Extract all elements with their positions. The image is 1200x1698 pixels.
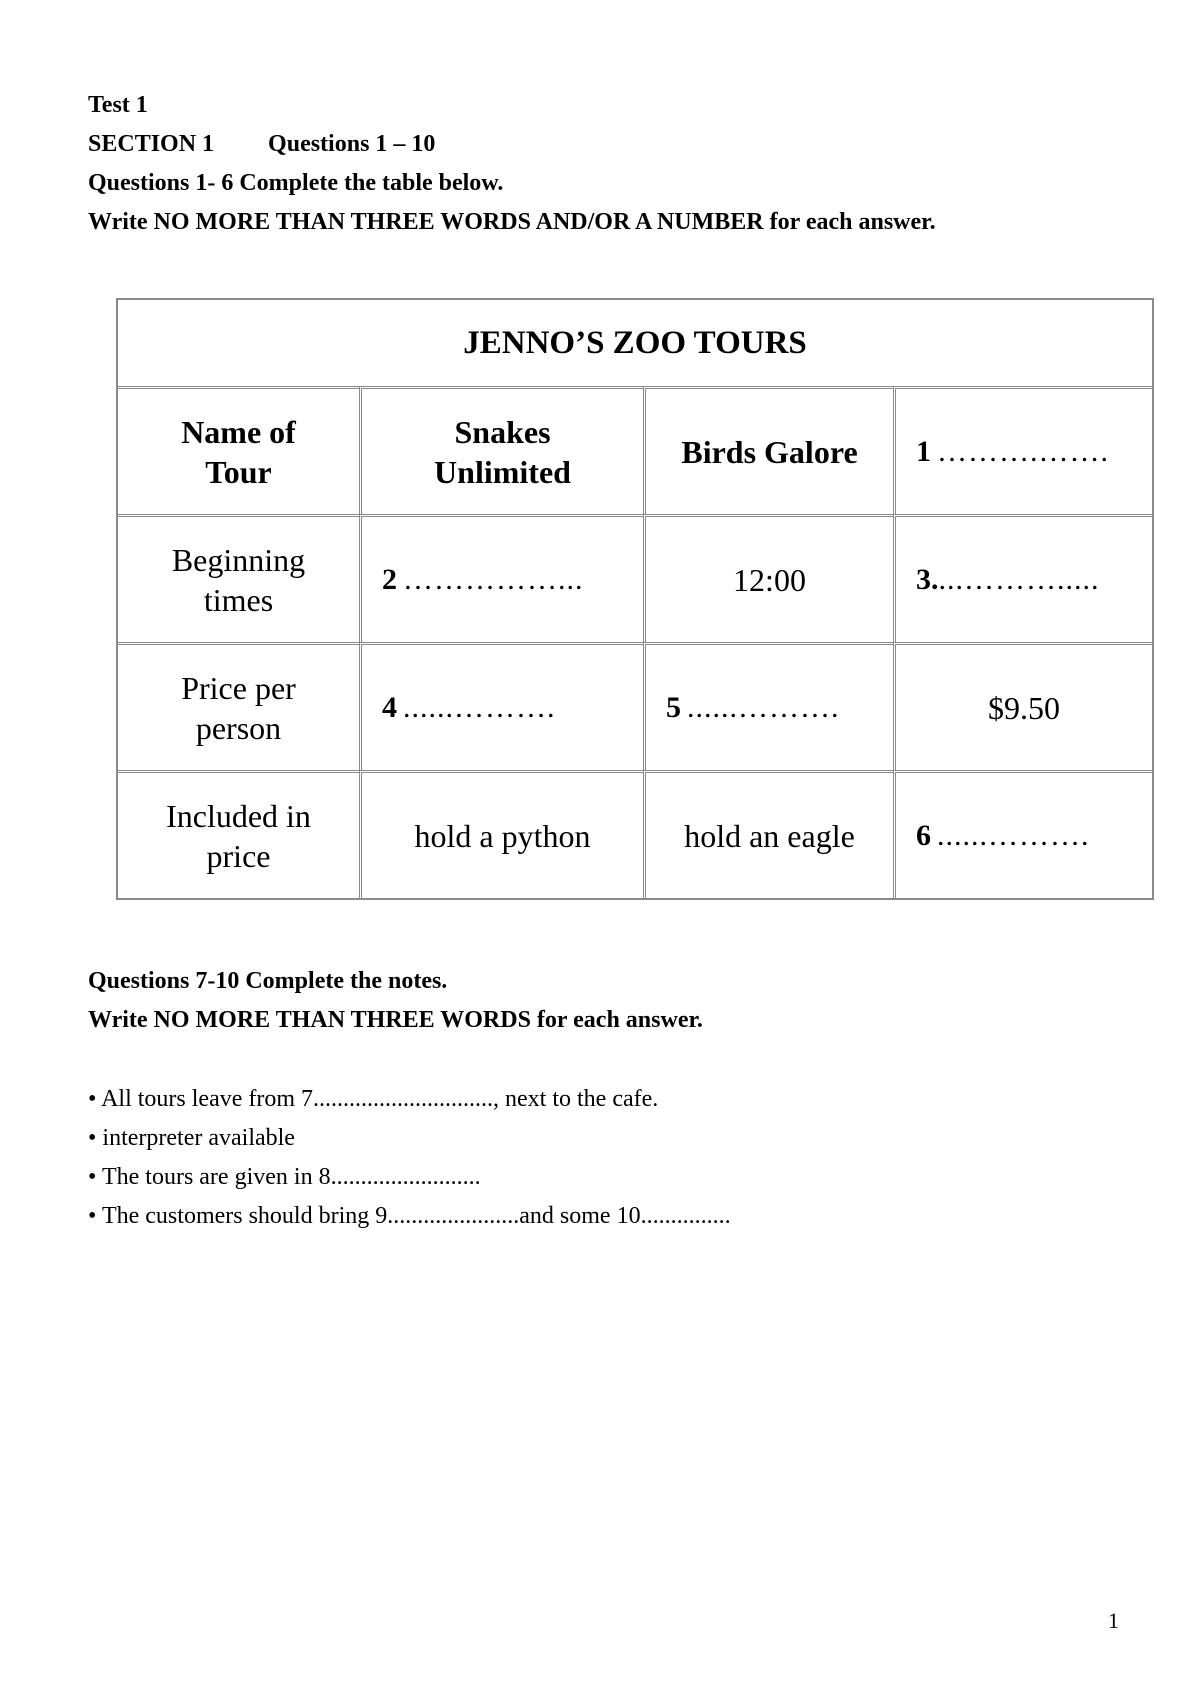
note-item: • The customers should bring 9......................and some 10............... (88, 1203, 731, 1229)
answer-dots: ...………..... (938, 562, 1100, 596)
table-cell-line: Unlimited (434, 453, 571, 490)
table-cell-line: Birds Galore (681, 433, 858, 470)
question-number: 6 (916, 818, 931, 852)
table-cell (643, 386, 893, 514)
table-cell (359, 770, 643, 898)
row-label-line: price (206, 837, 271, 874)
answer-dots: ......………. (937, 818, 1090, 852)
note-item: • interpreter available (88, 1125, 295, 1151)
notes-list (88, 1080, 1128, 1236)
test-label: Test 1 (88, 92, 148, 118)
table-cell-line: $9.50 (988, 689, 1061, 726)
question-number: 3. (916, 562, 939, 596)
table-row (118, 386, 1152, 514)
row-label-line: Name of (181, 413, 296, 450)
row-label (118, 386, 359, 514)
notes-instructions (88, 962, 1128, 1040)
question-number: 2 (382, 562, 397, 596)
answer-blank (359, 642, 643, 770)
row-label-line: times (203, 581, 274, 618)
answer-blank (359, 514, 643, 642)
table-cell (643, 770, 893, 898)
question-number: 1 (916, 434, 931, 468)
table-cell (893, 642, 1152, 770)
table-cell (359, 386, 643, 514)
header-block (88, 86, 1128, 242)
table-title: JENNO’S ZOO TOURS (463, 325, 807, 361)
row-label (118, 514, 359, 642)
note-item: • The tours are given in 8......................... (88, 1164, 481, 1190)
table-cell-line: hold a python (414, 817, 591, 854)
zoo-tours-table (116, 298, 1154, 900)
answer-blank (643, 642, 893, 770)
row-label-line: Price per (181, 669, 296, 706)
section-questions: Questions 1 – 10 (268, 131, 436, 157)
question-number: 4 (382, 690, 397, 724)
section-heading (88, 125, 1128, 164)
table-row (118, 770, 1152, 898)
answer-dots: ……………... (403, 562, 584, 596)
table-cell (643, 514, 893, 642)
page-number: 1 (1108, 1608, 1119, 1633)
table-instruction: Questions 1- 6 Complete the table below. (88, 170, 504, 196)
row-label (118, 642, 359, 770)
table-cell-line: Snakes (454, 413, 551, 450)
answer-blank (893, 386, 1152, 514)
notes-word-limit: Write NO MORE THAN THREE WORDS for each answer. (88, 1007, 703, 1033)
section-label: SECTION 1 (88, 131, 215, 157)
word-limit-instruction: Write NO MORE THAN THREE WORDS AND/OR A NUMBER for each answer. (88, 209, 936, 235)
row-label-line: Included in (166, 797, 311, 834)
answer-blank (893, 770, 1152, 898)
question-number: 5 (666, 690, 681, 724)
row-label (118, 770, 359, 898)
answer-dots: ......………. (687, 690, 840, 724)
note-item: • All tours leave from 7.............................., next to the cafe. (88, 1086, 659, 1112)
table-row (118, 514, 1152, 642)
row-label-line: Tour (205, 453, 272, 490)
notes-instruction: Questions 7-10 Complete the notes. (88, 968, 448, 994)
table-title-row (118, 300, 1152, 386)
answer-dots: ……….……. (937, 434, 1109, 468)
table-row (118, 642, 1152, 770)
answer-blank (893, 514, 1152, 642)
table-cell-line: hold an eagle (684, 817, 855, 854)
table-cell-line: 12:00 (733, 561, 806, 598)
row-label-line: Beginning (171, 541, 306, 578)
row-label-line: person (195, 709, 282, 746)
answer-dots: ......………. (403, 690, 556, 724)
